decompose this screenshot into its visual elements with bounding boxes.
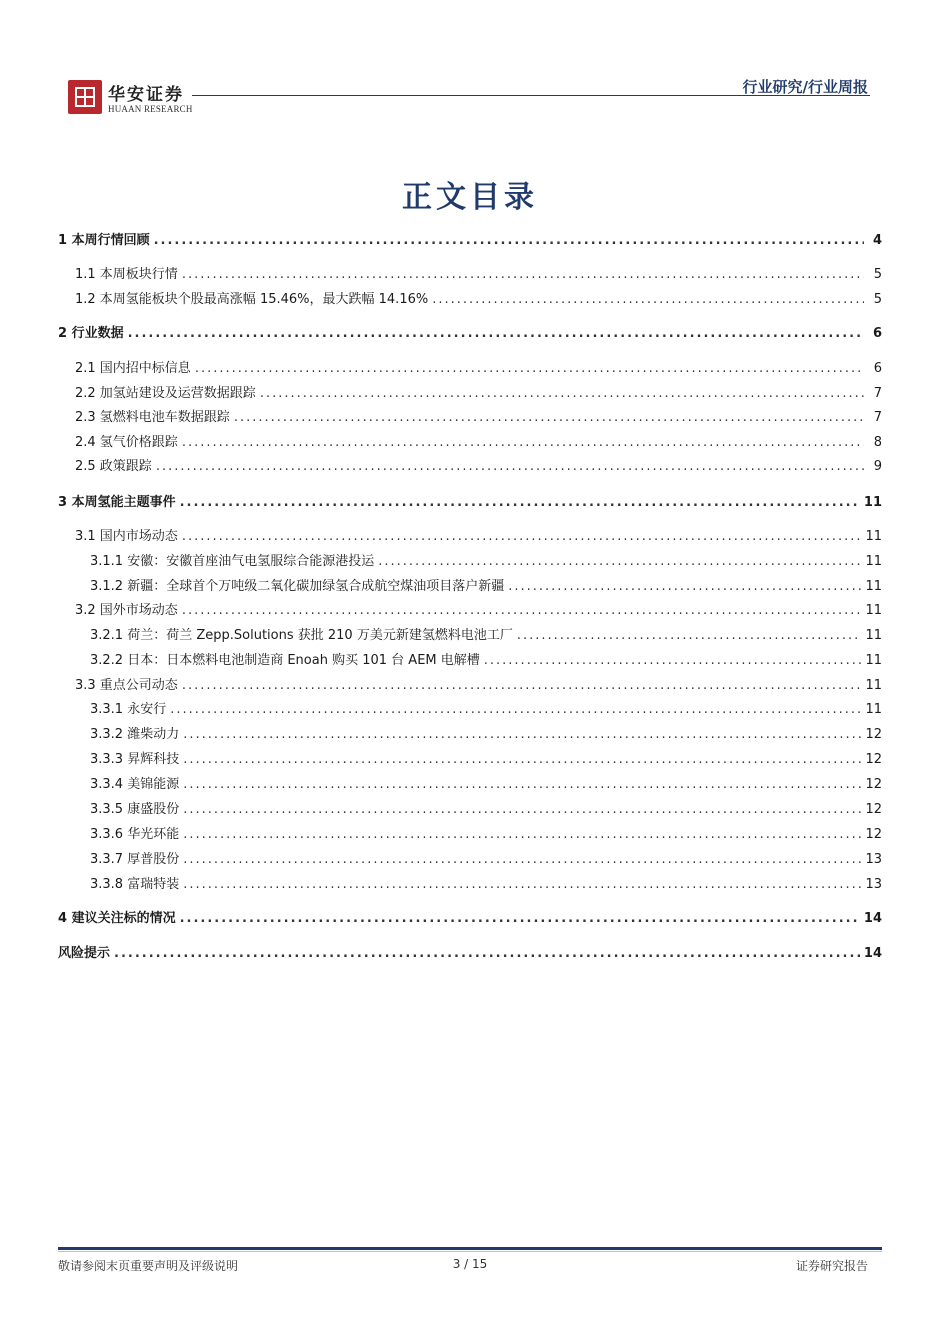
toc-entry[interactable]: 3.1.2 新疆：全球首个万吨级二氧化碳加绿氢合成航空煤油项目落户新疆 ..... 11 xyxy=(90,578,882,596)
toc-entry[interactable]: 1.1 本周板块行情 ..... 5 xyxy=(75,266,882,284)
page-title: 正文目录 xyxy=(402,180,538,215)
toc-entry[interactable]: 3 本周氢能主题事件 ..... 11 xyxy=(58,494,882,512)
toc-entry[interactable]: 2.2 加氢站建设及运营数据跟踪 ..... 7 xyxy=(75,385,882,403)
toc-entry[interactable]: 1 本周行情回顾 ..... 4 xyxy=(58,232,882,250)
toc-entry[interactable]: 3.3.7 厚普股份 ..... 13 xyxy=(90,851,882,869)
toc-entry[interactable]: 3.3.2 潍柴动力 ..... 12 xyxy=(90,726,882,744)
company-subtitle: HUAAN RESEARCH xyxy=(108,104,193,114)
toc-entry[interactable]: 风险提示 ..... 14 xyxy=(58,945,882,963)
footer-disclaimer: 敬请参阅末页重要声明及评级说明 xyxy=(58,1259,239,1273)
toc-entry[interactable]: 4 建议关注标的情况 ..... 14 xyxy=(58,910,882,928)
toc-entry[interactable]: 3.3.5 康盛股份 ..... 12 xyxy=(90,801,882,819)
toc-entry[interactable]: 3.2 国外市场动态 ..... 11 xyxy=(75,602,882,620)
toc-entry[interactable]: 3.3.4 美锦能源 ..... 12 xyxy=(90,776,882,794)
toc-entry[interactable]: 3.2.2 日本：日本燃料电池制造商 Enoah 购买 101 台 AEM 电解槽 ..... 11 xyxy=(90,652,882,670)
toc-entry[interactable]: 2.1 国内招中标信息 ..... 6 xyxy=(75,360,882,378)
toc-entry[interactable]: 3.3 重点公司动态 ..... 11 xyxy=(75,677,882,695)
toc-entry[interactable]: 3.1.1 安徽：安徽首座油气电氢服综合能源港投运 ..... 11 xyxy=(90,553,882,571)
report-category: 行业研究/行业周报 xyxy=(742,78,868,96)
company-name: 华安证券 xyxy=(108,85,184,105)
toc-entry[interactable]: 3.1 国内市场动态 ..... 11 xyxy=(75,528,882,546)
footer-divider-light xyxy=(58,1251,882,1252)
toc-entry[interactable]: 2 行业数据 ..... 6 xyxy=(58,325,882,343)
footer-report-type: 证券研究报告 xyxy=(795,1259,868,1273)
footer-divider xyxy=(58,1247,882,1250)
page-number: 3 / 15 xyxy=(452,1257,488,1271)
toc-entry[interactable]: 1.2 本周氢能板块个股最高涨幅 15.46%，最大跌幅 14.16% ..... 5 xyxy=(75,291,882,309)
toc-entry[interactable]: 2.4 氢气价格跟踪 ..... 8 xyxy=(75,434,882,452)
toc-entry[interactable]: 3.2.1 荷兰：荷兰 Zepp.Solutions 获批 210 万美元新建氢燃料电池工厂 ..... 11 xyxy=(90,627,882,645)
toc-entry[interactable]: 2.5 政策跟踪 ..... 9 xyxy=(75,458,882,476)
toc-entry[interactable]: 3.3.6 华光环能 ..... 12 xyxy=(90,826,882,844)
toc-entry[interactable]: 3.3.8 富瑞特装 ..... 13 xyxy=(90,876,882,894)
toc-entry[interactable]: 2.3 氢燃料电池车数据跟踪 ..... 7 xyxy=(75,409,882,427)
toc-entry[interactable]: 3.3.3 昇辉科技 ..... 12 xyxy=(90,751,882,769)
toc-entry[interactable]: 3.3.1 永安行 ..... 11 xyxy=(90,701,882,719)
